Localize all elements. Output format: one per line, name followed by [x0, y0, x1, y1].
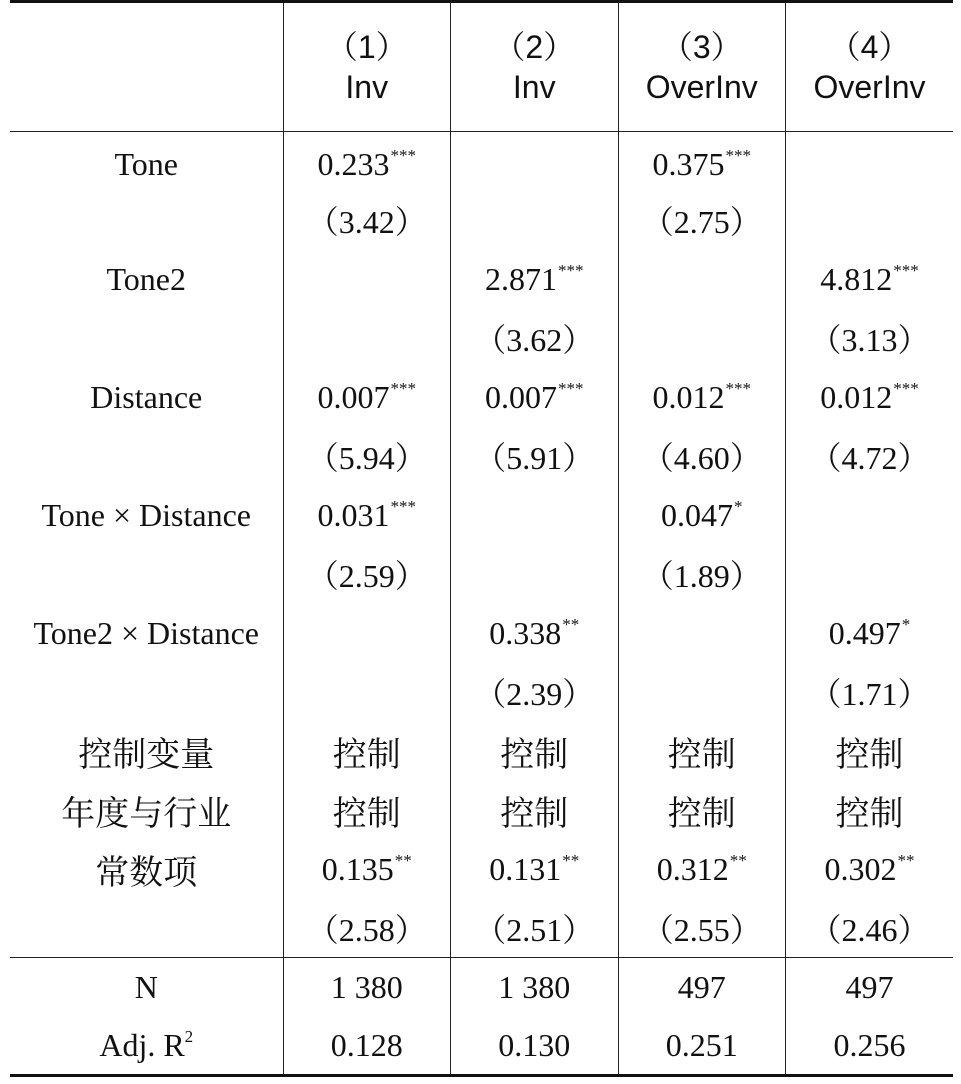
row-label: Tone × Distance	[41, 496, 251, 533]
cell-value: （4.72）	[809, 440, 930, 476]
cell-value: 控制	[667, 734, 736, 775]
cell-value: 控制	[835, 734, 904, 775]
cell-value: （2.55）	[641, 911, 762, 948]
table-cell	[283, 486, 451, 545]
cell-value: 0.031	[317, 496, 390, 533]
significance-stars: ***	[558, 378, 584, 398]
table-cell	[786, 840, 954, 899]
table-cell: 0.251	[618, 1017, 786, 1076]
table-cell	[786, 191, 954, 250]
significance-stars: ***	[725, 145, 751, 165]
significance-stars: *	[901, 614, 911, 634]
column-number: （3）	[660, 29, 743, 65]
cell-value: （5.91）	[474, 440, 595, 476]
row-label: 常数项	[95, 852, 198, 893]
cell-value: 0.233	[317, 145, 390, 182]
table-row	[10, 309, 953, 368]
significance-stars: **	[394, 850, 412, 870]
significance-stars: ***	[390, 145, 416, 165]
table-cell	[786, 250, 954, 309]
table-row	[10, 368, 953, 427]
table-cell	[283, 132, 451, 191]
cell-value: 0.375	[652, 145, 725, 182]
table-cell	[451, 250, 619, 309]
row-label: Distance	[90, 378, 203, 415]
table-cell	[451, 899, 619, 958]
column-header	[451, 2, 619, 132]
row-label	[10, 1017, 283, 1076]
header-row	[10, 2, 953, 132]
cell-value: 控制	[332, 793, 401, 834]
cell-value: （3.62）	[474, 322, 595, 358]
row-label-text: N	[134, 968, 158, 1005]
table-cell	[618, 368, 786, 427]
cell-value: 0.302	[824, 850, 897, 887]
table-row	[10, 604, 953, 663]
table-cell	[618, 781, 786, 840]
cell-value: （2.75）	[641, 204, 762, 240]
footer-row	[10, 958, 953, 1017]
table-cell	[618, 545, 786, 604]
cell-value: （1.71）	[809, 676, 930, 712]
table-cell	[283, 545, 451, 604]
table-cell: 0.256	[786, 1017, 954, 1076]
cell-value: （2.59）	[306, 558, 427, 594]
significance-stars: **	[562, 614, 580, 634]
table-row	[10, 781, 953, 840]
table-cell	[283, 250, 451, 309]
table-cell	[451, 722, 619, 781]
table-cell	[618, 427, 786, 486]
cell-value: （2.51）	[474, 911, 595, 948]
table-cell	[786, 663, 954, 722]
row-label: Tone2 × Distance	[33, 614, 259, 651]
table-cell	[786, 132, 954, 191]
column-number: （4）	[828, 29, 911, 65]
cell-value: （2.58）	[306, 911, 427, 948]
cell-value: 0.012	[652, 378, 725, 415]
table-row	[10, 722, 953, 781]
cell-value: 0.497	[828, 614, 901, 651]
table-cell	[786, 486, 954, 545]
table-cell	[618, 309, 786, 368]
table-cell	[618, 604, 786, 663]
table-cell: 0.130	[451, 1017, 619, 1076]
row-label: Tone2	[106, 260, 186, 297]
table-cell	[618, 132, 786, 191]
table-cell: 1 380	[283, 958, 451, 1017]
table-cell	[451, 368, 619, 427]
table-cell	[283, 899, 451, 958]
table-row	[10, 191, 953, 250]
footer-row	[10, 1017, 953, 1076]
column-variable: OverInv	[645, 69, 758, 105]
significance-stars: **	[897, 850, 915, 870]
cell-value: 0.131	[489, 850, 562, 887]
significance-stars: ***	[893, 378, 919, 398]
cell-value: （2.39）	[474, 676, 595, 712]
column-variable: OverInv	[813, 69, 926, 105]
table-cell	[451, 132, 619, 191]
table-cell	[786, 368, 954, 427]
table-cell	[618, 486, 786, 545]
table-cell	[786, 309, 954, 368]
cell-value: 控制	[500, 734, 569, 775]
regression-table	[10, 0, 953, 1077]
row-label	[10, 663, 283, 722]
table-cell	[283, 368, 451, 427]
table-row	[10, 132, 953, 191]
cell-value: （2.46）	[809, 911, 930, 948]
table-cell: 497	[618, 958, 786, 1017]
header-corner	[10, 2, 283, 132]
table-row	[10, 250, 953, 309]
table-cell	[451, 840, 619, 899]
table-cell	[451, 663, 619, 722]
column-header	[283, 2, 451, 132]
table-cell	[283, 191, 451, 250]
column-header	[618, 2, 786, 132]
table-cell	[283, 309, 451, 368]
cell-value: （3.42）	[306, 204, 427, 240]
table-cell	[451, 604, 619, 663]
significance-stars: **	[729, 850, 747, 870]
cell-value: 4.812	[820, 260, 893, 297]
table-cell	[786, 899, 954, 958]
table-row	[10, 486, 953, 545]
cell-value: （3.13）	[809, 322, 930, 358]
table-cell	[786, 545, 954, 604]
cell-value: 2.871	[485, 260, 557, 297]
row-label	[10, 545, 283, 604]
row-label-text: Adj. R	[99, 1026, 185, 1063]
cell-value: 0.312	[656, 850, 729, 887]
cell-value: 控制	[835, 793, 904, 834]
table-cell	[786, 604, 954, 663]
cell-value: （5.94）	[306, 440, 427, 476]
table-cell: 1 380	[451, 958, 619, 1017]
table-cell	[451, 191, 619, 250]
table-body	[10, 132, 953, 1076]
row-label: 年度与行业	[61, 793, 232, 834]
table-cell	[283, 781, 451, 840]
table-cell	[451, 427, 619, 486]
superscript: 2	[184, 1026, 194, 1046]
column-number: （2）	[493, 29, 576, 65]
cell-value: 0.338	[489, 614, 562, 651]
cell-value: 0.135	[321, 850, 394, 887]
table-cell	[283, 722, 451, 781]
significance-stars: ***	[893, 260, 919, 280]
cell-value: 0.007	[317, 378, 390, 415]
table-row	[10, 663, 953, 722]
cell-value: （4.60）	[641, 440, 762, 476]
table-cell	[618, 250, 786, 309]
table-cell	[618, 840, 786, 899]
cell-value: （1.89）	[641, 558, 762, 594]
significance-stars: ***	[390, 496, 416, 516]
table-row	[10, 840, 953, 899]
table-cell: 0.128	[283, 1017, 451, 1076]
table-cell	[786, 722, 954, 781]
table-cell	[283, 427, 451, 486]
cell-value: 控制	[667, 793, 736, 834]
significance-stars: **	[562, 850, 580, 870]
table-cell	[451, 781, 619, 840]
significance-stars: ***	[390, 378, 416, 398]
column-variable: Inv	[345, 69, 389, 105]
table-cell	[618, 191, 786, 250]
table-cell	[283, 840, 451, 899]
table-cell	[618, 722, 786, 781]
column-header	[786, 2, 954, 132]
table-cell	[451, 486, 619, 545]
cell-value: 0.047	[661, 496, 733, 533]
significance-stars: ***	[558, 260, 584, 280]
cell-value: 0.012	[820, 378, 893, 415]
table-cell	[618, 899, 786, 958]
significance-stars: ***	[725, 378, 751, 398]
row-label	[10, 191, 283, 250]
cell-value: 控制	[500, 793, 569, 834]
table-cell: 497	[786, 958, 954, 1017]
row-label: Tone	[114, 145, 178, 182]
cell-value: 0.007	[485, 378, 557, 415]
table-cell	[283, 663, 451, 722]
row-label	[10, 427, 283, 486]
table-cell	[451, 545, 619, 604]
table-cell	[786, 781, 954, 840]
row-label	[10, 309, 283, 368]
row-label	[10, 958, 283, 1017]
table-cell	[618, 663, 786, 722]
row-label	[10, 899, 283, 958]
significance-stars: *	[734, 496, 743, 516]
table-row	[10, 427, 953, 486]
column-variable: Inv	[512, 69, 556, 105]
column-number: （1）	[325, 29, 408, 65]
table-row	[10, 545, 953, 604]
table-cell	[451, 309, 619, 368]
cell-value: 控制	[332, 734, 401, 775]
table-cell	[283, 604, 451, 663]
table-cell	[786, 427, 954, 486]
row-label: 控制变量	[78, 734, 215, 775]
table-row	[10, 899, 953, 958]
